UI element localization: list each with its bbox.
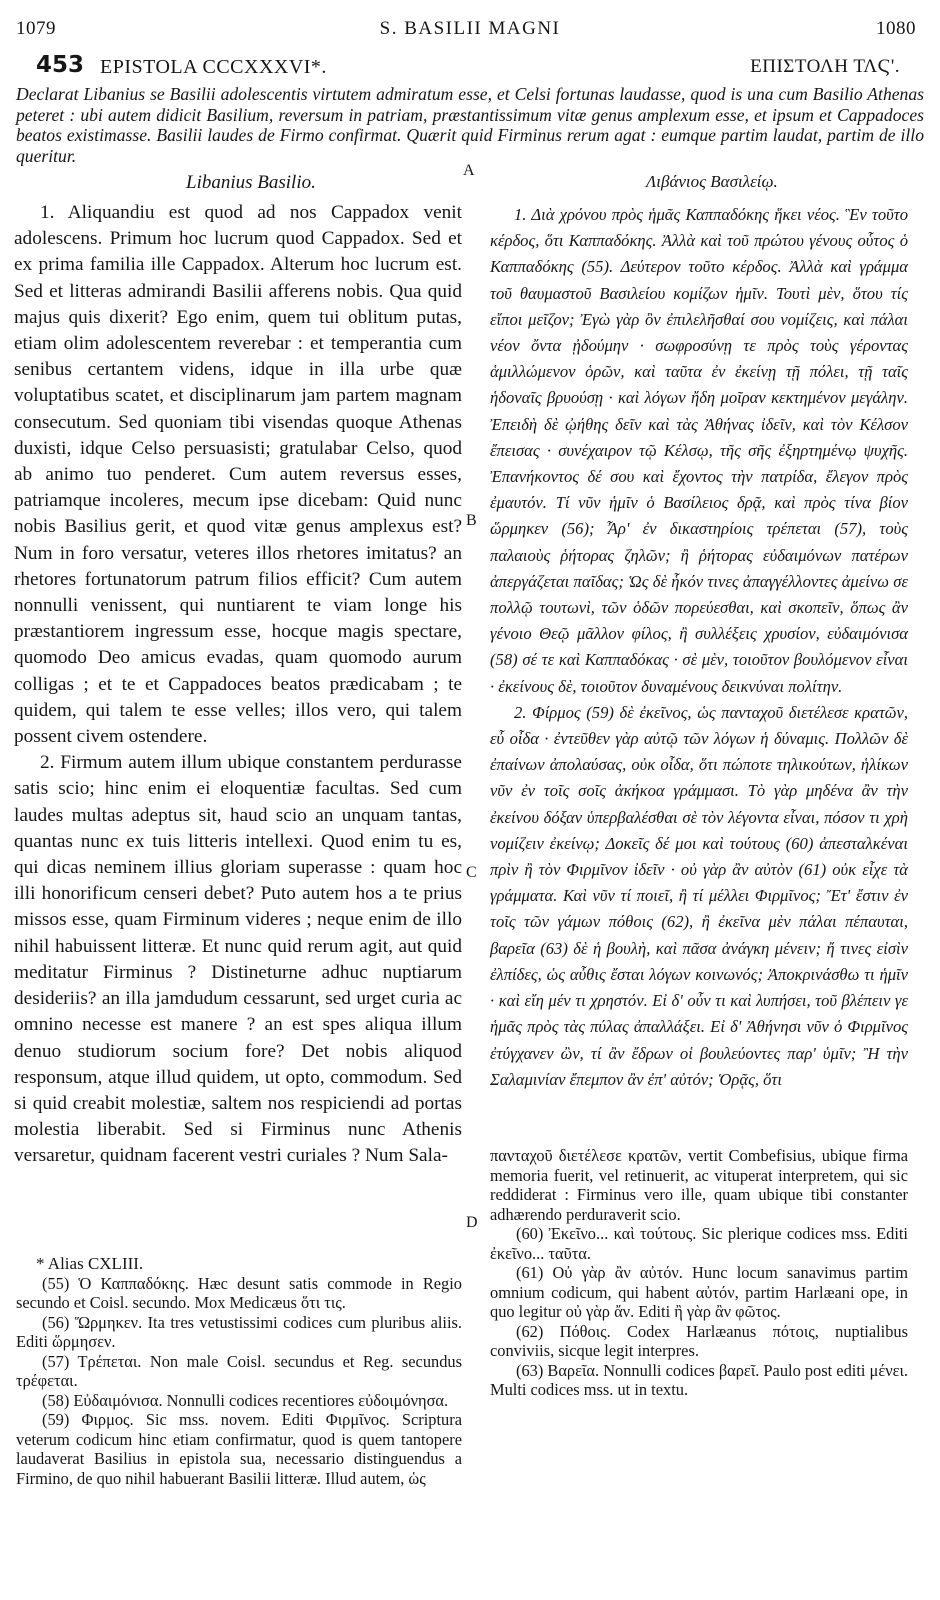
footnote-continuation: πανταχοῦ διετέλεσε κρατῶν, vertit Combefisius, ubique firma memoria fuerit, vel retinuerit, ac vituperat interpretem, qui sic reddiderat : Firminus vero ille, quam ubique tibi constanter adhærendo perduraverit scio. (490, 1146, 908, 1224)
footnote: (57) Τρέπεται. Non male Coisl. secundus et Reg. secundus τρέφεται. (16, 1351, 462, 1390)
greek-column-title: Λιβάνιος Βασιλείῳ. (646, 172, 778, 191)
footnote: (58) Εὐδαιμόνισα. Nonnulli codices recentiores εὐδοιμόνησα. (42, 1390, 449, 1410)
footnote: (61) Οὐ γὰρ ἂν αὐτόν. Hunc locum sanavimus partim omnium codicum, qui habent αὐτόν, partim Harlæani ope, in quo legitur οὐ γὰρ ἄν. Editi ἢ γὰρ ἂν φῶτος. (490, 1263, 908, 1321)
margin-marker-a: A (463, 162, 475, 179)
greek-paragraph: 2. Φίρμος (59) δὲ ἐκεῖνος, ὡς πανταχοῦ διετέλεσε κρατῶν, εὖ οἶδα · ἐντεῦθεν γὰρ αὐτῷ τῶν λόγων ἡ δύναμις. Πολλῶν δὲ ἐπαίνων ἀπολαύσας, οὐκ οἶδα, ὅτι πώποτε τηλικούτων, ἡλίκων νῦν ἐν τοῖς σοῖς ἀκήκοα γράμμασι. Τὸ γὰρ μηδένα ἂν τὴν ἐκείνου δόξαν ὑπερβαλέσθαι σὲ τὸν λέγοντα εἶναι, πόσον τι χρὴ νομίζειν ἐκείνῳ; Δοκεῖς δέ μοι καὶ τούτους (60) ἀπεσταλκέναι πρὶν ἢ τὸν Φιρμῖνον ἰδεῖν · οὐ γὰρ ἂν αὐτὸν (61) οὐκ εἶχε τὰ γράμματα. Καὶ νῦν τί ποιεῖ, ἢ τί μέλλει Φιρμῖνος; Ἔτ' ἔστιν ἐν τοῖς τῶν γάμων πόθοις (62), ἢ ἐκεῖνα μὲν πάλαι πέπαυται, βαρεῖα (63) δὲ ἡ βουλὴ, καὶ πᾶσα ἀνάγκη μένειν; ἤ τινες εἰσὶν ἐλπίδες, ὡς αὖθις ἔσται λόγων κοινωνός; Ἀποκρινάσθω τι ἡμῖν · καὶ εἴη μέν τι χρηστόν. Εἰ δ' οὖν τι καὶ λυπήσει, τοῦ βλέπειν γε ἡμᾶς πρὸς τὰς πύλας ἀπαλλάξει. Εἰ δ' Ἀθήνησι νῦν ὁ Φιρμῖνος ἐτύγχανεν ὢν, τί ἂν ἔδρων οἱ βουλεύοντες παρ' ὑμῖν; Ἢ τὴν Σαλαμινίαν ἔπεμπον ἂν ἐπ' αὐτόν; Ὁρᾷς, ὅτι (490, 702, 908, 1089)
footnote: (63) Βαρεῖα. Nonnulli codices βαρεῖ. Paulo post editi μένει. Multi codices mss. ut in textu. (490, 1360, 908, 1399)
footnote: (62) Πόθοις. Codex Harlæanus πότοις, nuptialibus conviviis, sicque legit interpres. (490, 1321, 908, 1360)
greek-epistle-title: ΕΠΙΣΤΟΛΗ ΤΛϚ'. (750, 56, 900, 77)
page-number-right: 1080 (876, 18, 916, 39)
footnote: (59) Φιρμος. Sic mss. novem. Editi Φιρμῖνος. Scriptura veterum codicum hinc etiam confirmatur, quod is quem tantopere laudaverat Basilius in epistola sua, necessario distinguendus a Firmino, de quo nihil habuerant Basilii litteræ. Illud autem, ὡς (16, 1410, 462, 1488)
epistle-number: 453 (36, 52, 85, 78)
margin-marker-d: D (466, 1214, 478, 1231)
footnote: (55) Ὁ Καππαδόκης. Hæc desunt satis commode in Regio secundo et Coisl. secundo. Mox Medicæus ὅτι τις. (16, 1273, 462, 1312)
footnote: (56) Ὥρμηκεν. Ita tres vetustissimi codices cum pluribus aliis. Editi ὥρμησεν. (16, 1312, 462, 1351)
epistle-argument: Declarat Libanius se Basilii adolescentis virtutem admiratum esse, et Celsi fortunas laudasse, quod is una cum Basilio Athenas peteret : ubi autem didicit Basilium, reversum in patriam, præstantissimum vitæ genus amplexum esse, et ipsum et Cappadoces beatos existimasse. Basilii laudes de Firmo confirmat. Quærit quid Firminus rerum agat : eumque partim laudat, partim de illo queritur. (16, 84, 924, 166)
running-head: S. BASILII MAGNI (379, 18, 561, 39)
footnote: (60) Ἐκεῖνο... καὶ τούτους. Sic plerique codices mss. Editi ἐκεῖνο... ταῦτα. (490, 1224, 908, 1263)
epistle-title-row (36, 52, 900, 82)
footnote-alias: * Alias CXLIII. (36, 1254, 144, 1273)
page-number-left: 1079 (16, 18, 56, 39)
margin-marker-b: B (466, 512, 477, 529)
latin-epistle-title: EPISTOLA CCCXXXVI*. (100, 56, 327, 78)
latin-text-column (14, 200, 462, 1170)
greek-paragraph: 1. Διὰ χρόνου πρὸς ἡμᾶς Καππαδόκης ἥκει νέος. Ἓν τοῦτο κέρδος, ὅτι Καππαδόκης. Ἀλλὰ καὶ τοῦ πρώτου γένους οὗτος ὁ Καππαδόκης (55). Δεύτερον τοῦτο κέρδος. Ἀλλὰ καὶ γράμμα τοῦ θαυμαστοῦ Βασιλείου κομίζων ἡμῖν. Τουτὶ μὲν, ὅτου τίς εἴποι μεῖζον; Ἐγὼ γὰρ ὃν ἐπιλελῆσθαί σου νομίζεις, καὶ πάλαι νέον ὄντα ᾐδούμην · σωφροσύνῃ τε πρὸς τοὺς γέροντας ἁμιλλώμενον ὁρῶν, καὶ ταῦτα ἐν ἐκείνῃ τῇ πόλει, τῇ ταῖς ἡδοναῖς βρυούσῃ · καὶ λόγων ἤδη μοῖραν κεκτημένον μεγάλην. Ἐπειδὴ δὲ ᾠήθης δεῖν καὶ τὰς Ἀθήνας ἰδεῖν, καὶ τὸν Κέλσον ἔπεισας · συνέχαιρον τῷ Κέλσῳ, τῆς σῆς ἐξηρτημένῳ ψυχῆς. Ἐπανήκοντος δέ σου καὶ ἔχοντος τὴν πατρίδα, ἔλεγον πρὸς ἐμαυτόν. Τί νῦν ἡμῖν ὁ Βασίλειος δρᾷ, καὶ πρὸς τίνα βίον ὥρμηκεν (56); Ἆρ' ἐν δικαστηρίοις τρέπεται (57), τοὺς παλαιοὺς ῥήτορας ζηλῶν; ἢ ῥήτορας εὐδαιμόνων πατέρων ἀπεργάζεται παῖδας; Ὡς δὲ ἧκόν τινες ἀπαγγέλλοντες ἀμείνω σε πολλῷ τουτωνὶ, τῶν ὁδῶν πορεύεσθαι, καὶ σκοπεῖν, ὅπως ἂν γένοιο Θεῷ μᾶλλον φίλος, ἢ συλλέξεις χρυσίον, εὐδαιμόνισα (58) σέ τε καὶ Καππαδόκας · σὲ μὲν, τοιοῦτον βουλόμενον εἶναι · ἐκείνους δὲ, τοιοῦτον δυναμένους δεικνύναι πολίτην. (490, 205, 908, 696)
greek-text-column (490, 202, 908, 1093)
latin-paragraph: 2. Firmum autem illum ubique constantem perdurasse satis scio; hinc enim ei eloquentiæ facultas. Sed cum laudes multas adeptus sit, haud scio an unquam tantas, quantas nunc ex tuis litteris intellexi. Quod enim tu es, qui dicas neminem illius gloriam superasse : quam hoc illi honorificum censeri debet? Puto autem hos a te prius missos esse, quam Firminum videres ; neque enim de illo nihil habuissent litteræ. Et nunc quid rerum agit, aut quid meditatur Firminus ? Distineturne adhuc nuptiarum desideriis? an illa jamdudum cessarunt, sed urget curia ac omnino necesse est manere ? an est spes aliqua illum denuo studiorum socium fore? Det nobis aliquod responsum, atque illud quidem, ut opto, commodum. Sed si quid creabit molestiæ, saltem nos respiciendi ad portas molestia liberabit. Sed si Firminus nunc Athenis versaretur, quidnam facerent vestri curiales ? Num Sala- (14, 752, 462, 1167)
footnotes-left (16, 1254, 462, 1488)
margin-marker-c: C (466, 864, 477, 881)
latin-paragraph: 1. Aliquandiu est quod ad nos Cappadox venit adolescens. Primum hoc lucrum quod Cappadox. Sed et ex prima familia ille Cappadox. Alterum hoc lucrum est. Sed et litteras admirandi Basilii afferens nobis. Qua quid majus quis dixerit? Ego enim, quem tui oblitum putas, etiam olim adolescentem reverebar : et temperantia cum senibus certantem videns, idque in illa urbe quæ voluptatibus scatet, et disciplinarum jam partem magnam consecutum. Sed quoniam tibi visendas quoque Athenas duxisti, idque Celso persuasisti; gratulabar Celso, quod ab animo tuo penderet. Cum autem reversus esses, patriamque incoleres, mecum ipse dicebam: Quid nunc nobis Basilius gerit, et quod vitæ genus amplexus est? Num in foro versatur, veteres illos rhetores imitatus? an rhetores fortunatorum patrum filios efficit? Cum autem nonnulli venissent, qui nuntiarent te viam longe his præstantiorem ingressum esse, hocque magis spectare, quomodo Deo amicus evadas, quam quomodo aurum colligas ; et te et Cappadoces beatos prædicabam ; te quidem, qui talem te esse velles; illos vero, qui talem possent civem ostendere. (14, 202, 462, 748)
footnotes-right (490, 1146, 908, 1400)
latin-column-title: Libanius Basilio. (186, 172, 316, 193)
